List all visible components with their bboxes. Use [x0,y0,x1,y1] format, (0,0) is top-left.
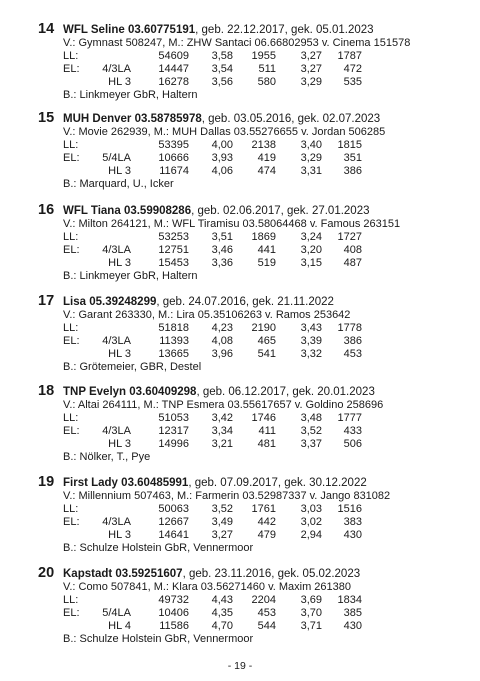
cell-prot-pct: 3,29 [300,152,322,164]
cell-prot-pct: 3,32 [300,348,322,360]
cell-milk: 14447 [158,63,189,75]
cell-prot-kg: 433 [343,425,362,437]
cell-fat-kg: 442 [257,516,276,528]
animal-name: WFL Seline [63,24,125,36]
cell-prot-pct: 3,48 [300,412,322,424]
cell-fat-kg: 441 [257,244,276,256]
cell-milk: 14641 [158,529,189,541]
entry-title [63,386,375,399]
row-label: LL: [63,322,79,334]
cell-prot-kg: 1778 [337,322,362,334]
animal-dates: , geb. 02.06.2017, gek. 27.01.2023 [191,205,370,217]
entry-number: 19 [38,474,55,490]
animal-name: WFL Tiana [63,205,121,217]
parents-line: V.: Millennium 507463, M.: Farmerin 03.52987337 v. Jango 831082 [63,490,391,502]
cell-fat-pct: 3,36 [211,257,233,269]
animal-name: Kapstadt [63,568,113,580]
cell-prot-pct: 3,29 [300,76,322,88]
row-sublabel: 4/3LA [102,63,131,75]
cell-prot-kg: 487 [343,257,362,269]
cell-fat-kg: 479 [257,529,276,541]
cell-prot-pct: 3,02 [300,516,322,528]
animal-id: 05.39248299 [89,296,157,308]
animal-name: Lisa [63,296,87,308]
entry-number: 18 [38,383,55,399]
row-sublabel: HL 3 [108,348,131,360]
row-sublabel: 5/4LA [102,152,131,164]
breeder-line: B.: Schulze Holstein GbR, Vennermoor [63,633,254,645]
cell-prot-kg: 430 [343,620,362,632]
row-label: LL: [63,503,79,515]
row-label: LL: [63,412,79,424]
cell-fat-pct: 3,54 [211,63,233,75]
cell-milk: 14996 [158,438,189,450]
row-label: LL: [63,594,79,606]
cell-fat-pct: 3,58 [211,50,233,62]
animal-dates: , geb. 22.12.2017, gek. 05.01.2023 [195,24,374,36]
cell-prot-kg: 453 [343,348,362,360]
cell-prot-kg: 472 [343,63,362,75]
cell-fat-kg: 544 [257,620,276,632]
entry-number: 15 [38,110,55,126]
cell-fat-kg: 481 [257,438,276,450]
cell-milk: 11586 [159,620,189,632]
row-sublabel: HL 3 [108,438,131,450]
cell-fat-pct: 3,93 [211,152,233,164]
cell-prot-pct: 3,24 [300,231,322,243]
cell-prot-pct: 2,94 [300,529,322,541]
entry-title [63,24,374,37]
animal-dates: , geb. 03.05.2016, gek. 02.07.2023 [201,113,381,125]
row-label: EL: [63,335,80,347]
cell-milk: 11393 [159,335,189,347]
cell-prot-pct: 3,27 [300,63,322,75]
cell-milk: 13665 [158,348,189,360]
row-sublabel: 4/3LA [102,425,131,437]
cell-prot-pct: 3,71 [300,620,322,632]
cell-prot-pct: 3,31 [300,165,322,177]
cell-prot-kg: 386 [343,335,362,347]
animal-dates: , geb. 07.09.2017, gek. 30.12.2022 [188,477,367,489]
cell-prot-kg: 1815 [337,139,362,151]
cell-milk: 10666 [158,152,189,164]
cell-prot-pct: 3,70 [300,607,322,619]
row-sublabel: 5/4LA [102,607,131,619]
cell-fat-pct: 3,27 [211,529,233,541]
cell-fat-kg: 2138 [251,139,276,151]
row-sublabel: HL 3 [108,529,131,541]
cell-milk: 11674 [159,165,189,177]
cell-milk: 15453 [158,257,189,269]
breeder-line: B.: Grötemeier, GBR, Destel [63,361,202,373]
cell-fat-pct: 4,35 [211,607,233,619]
cell-fat-pct: 4,06 [211,165,233,177]
animal-id: 03.60485991 [121,477,189,489]
row-label: EL: [63,607,80,619]
cell-fat-kg: 465 [257,335,276,347]
cell-prot-pct: 3,43 [300,322,322,334]
parents-line: V.: Garant 263330, M.: Lira 05.35106263 v. Ramos 253642 [63,309,351,321]
entry-title [63,205,370,218]
entry-number: 17 [38,293,55,309]
cell-prot-pct: 3,69 [300,594,322,606]
cell-fat-pct: 3,34 [211,425,233,437]
row-sublabel: HL 3 [108,257,131,269]
animal-dates: , geb. 24.07.2016, gek. 21.11.2022 [156,296,334,308]
cell-fat-kg: 1955 [251,50,276,62]
breeder-line: B.: Nölker, T., Pye [63,451,151,463]
cell-prot-kg: 1834 [337,594,362,606]
cell-prot-pct: 3,52 [300,425,322,437]
cell-fat-kg: 2204 [251,594,276,606]
cell-fat-pct: 4,23 [211,322,233,334]
cell-prot-kg: 1516 [337,503,362,515]
entry-title [63,113,380,126]
cell-fat-pct: 3,56 [211,76,233,88]
entry-title [63,568,360,581]
entry-title [63,296,334,309]
cell-fat-pct: 3,52 [211,503,233,515]
parents-line: V.: Movie 262939, M.: MUH Dallas 03.55276655 v. Jordan 506285 [63,126,386,138]
cell-prot-kg: 1777 [337,412,362,424]
row-sublabel: 4/3LA [102,516,131,528]
cell-prot-pct: 3,03 [300,503,322,515]
row-label: EL: [63,63,80,75]
cell-milk: 12317 [158,425,189,437]
cell-fat-pct: 3,51 [211,231,233,243]
breeder-line: B.: Marquard, U., Icker [63,178,174,190]
animal-dates: , geb. 06.12.2017, gek. 20.01.2023 [196,386,375,398]
animal-id: 03.59251607 [115,568,183,580]
row-sublabel: HL 3 [108,165,131,177]
cell-milk: 51818 [158,322,189,334]
cell-fat-kg: 511 [258,63,276,75]
animal-dates: , geb. 23.11.2016, gek. 05.02.2023 [182,568,361,580]
cell-fat-kg: 419 [257,152,276,164]
cell-milk: 51053 [158,412,189,424]
cell-fat-pct: 3,46 [211,244,233,256]
row-sublabel: 4/3LA [102,335,131,347]
cell-prot-kg: 1787 [337,50,362,62]
row-label: EL: [63,244,80,256]
cell-prot-kg: 385 [343,607,362,619]
entry-number: 14 [38,21,55,37]
cell-fat-pct: 4,00 [211,139,233,151]
page-number: - 19 - [227,660,253,672]
cell-prot-pct: 3,27 [300,50,322,62]
cell-fat-kg: 541 [257,348,276,360]
animal-name: TNP Evelyn [63,386,127,398]
cell-milk: 49732 [158,594,189,606]
cell-milk: 10406 [158,607,189,619]
cell-fat-pct: 3,21 [211,438,233,450]
animal-id: 03.58785978 [134,113,202,125]
cell-fat-pct: 3,96 [211,348,233,360]
cell-milk: 54609 [158,50,189,62]
cell-prot-pct: 3,40 [300,139,322,151]
cell-fat-kg: 2190 [251,322,276,334]
cell-fat-kg: 1761 [251,503,276,515]
row-label: LL: [63,139,79,151]
cell-prot-kg: 430 [343,529,362,541]
row-label: EL: [63,516,80,528]
cell-prot-kg: 1727 [337,231,362,243]
cell-milk: 16278 [158,76,189,88]
parents-line: V.: Milton 264121, M.: WFL Tiramisu 03.58064468 v. Famous 263151 [63,218,401,230]
cell-fat-kg: 519 [257,257,276,269]
cell-prot-kg: 408 [343,244,362,256]
cell-fat-pct: 4,43 [211,594,233,606]
cell-fat-kg: 411 [258,425,276,437]
cell-prot-kg: 386 [343,165,362,177]
parents-line: V.: Altai 264111, M.: TNP Esmera 03.55617657 v. Goldino 258696 [63,399,384,411]
entry-number: 20 [38,565,55,581]
cell-milk: 12751 [158,244,189,256]
cell-fat-pct: 4,08 [211,335,233,347]
row-label: LL: [63,50,79,62]
cell-prot-pct: 3,20 [300,244,322,256]
row-sublabel: 4/3LA [102,244,131,256]
cell-prot-kg: 351 [343,152,362,164]
cell-fat-pct: 3,42 [211,412,233,424]
cell-milk: 12667 [158,516,189,528]
cell-prot-pct: 3,39 [300,335,322,347]
cell-fat-kg: 453 [257,607,276,619]
animal-id: 03.59908286 [123,205,192,217]
animal-name: MUH Denver [63,113,132,125]
breeder-line: B.: Schulze Holstein GbR, Vennermoor [63,542,254,554]
cell-prot-kg: 383 [343,516,362,528]
breeder-line: B.: Linkmeyer GbR, Haltern [63,270,198,282]
animal-id: 03.60775191 [127,24,196,36]
cell-fat-kg: 1746 [251,412,276,424]
row-sublabel: HL 3 [108,76,131,88]
row-label: LL: [63,231,79,243]
animal-id: 03.60409298 [129,386,197,398]
cell-fat-kg: 580 [257,76,276,88]
cell-fat-kg: 1869 [251,231,276,243]
parents-line: V.: Como 507841, M.: Klara 03.56271460 v. Maxim 261380 [63,581,352,593]
entry-number: 16 [38,202,55,218]
breeder-line: B.: Linkmeyer GbR, Haltern [63,89,198,101]
entry-title [63,477,367,490]
cell-fat-kg: 474 [257,165,276,177]
row-label: EL: [63,425,80,437]
cell-prot-kg: 506 [343,438,362,450]
cell-prot-kg: 535 [343,76,362,88]
cell-prot-pct: 3,37 [300,438,322,450]
parents-line: V.: Gymnast 508247, M.: ZHW Santaci 06.66802953 v. Cinema 151578 [63,37,411,49]
cell-milk: 53395 [158,139,189,151]
cell-fat-pct: 3,49 [211,516,233,528]
cell-fat-pct: 4,70 [211,620,233,632]
row-label: EL: [63,152,80,164]
cell-milk: 53253 [158,231,189,243]
row-sublabel: HL 4 [108,620,131,632]
cell-milk: 50063 [158,503,189,515]
cell-prot-pct: 3,15 [300,257,322,269]
animal-name: First Lady [63,477,118,489]
